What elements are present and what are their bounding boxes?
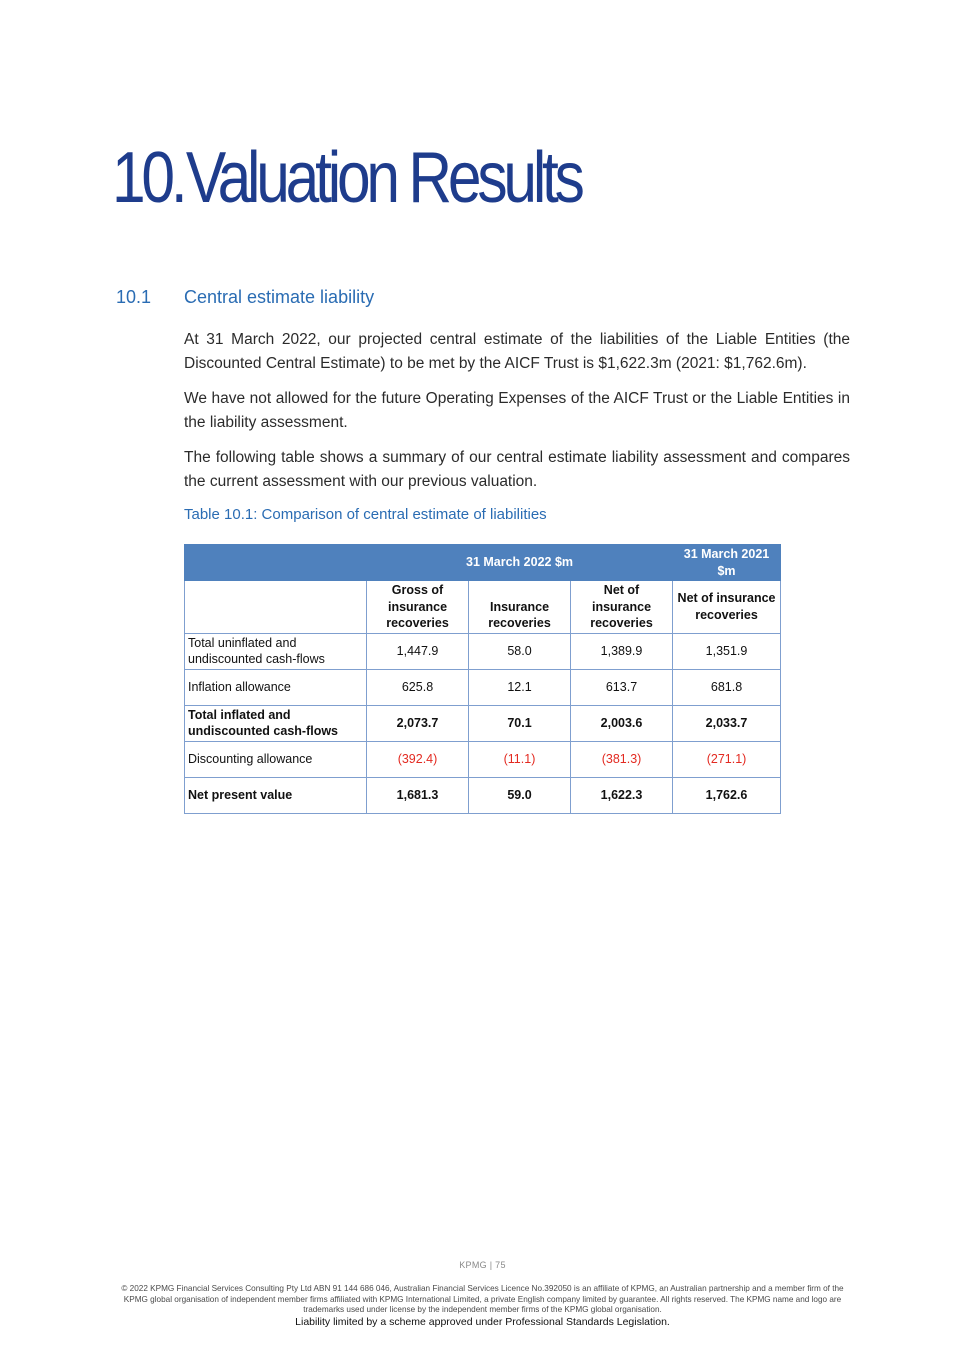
cell-net-previous: 681.8 (673, 669, 781, 705)
section-title: Central estimate liability (184, 287, 375, 307)
cell-insurance: (11.1) (469, 741, 571, 777)
table-row (185, 669, 781, 705)
section-heading (116, 287, 374, 308)
table-row (185, 777, 781, 813)
legal-notice: © 2022 KPMG Financial Services Consulting Pty Ltd ABN 91 144 686 046, Australian Financial Services Licence No.392050 is an affiliate of KPMG, an Australian partnership and a member firm of the KPMG global organisation of independent member firms affiliated with KPMG International Limited, a private English company limited by guarantee. All rights reserved. The KPMG name and logo are trademarks used under license by the independent member firms of the KPMG global organisation. (121, 1284, 844, 1314)
cell-net-current: (381.3) (571, 741, 673, 777)
row-label: Discounting allowance (185, 741, 367, 777)
cell-net-previous: 2,033.7 (673, 705, 781, 741)
section-number: 10.1 (116, 287, 152, 307)
cell-net-previous: 1,351.9 (673, 633, 781, 669)
cell-insurance: 59.0 (469, 777, 571, 813)
table-caption: Table 10.1: Comparison of central estimate of liabilities (184, 506, 547, 523)
cell-net-previous: 1,762.6 (673, 777, 781, 813)
table-row (185, 633, 781, 669)
header-gross: Gross of insurance recoveries (367, 581, 469, 634)
table-row (185, 741, 781, 777)
cell-gross: 1,681.3 (367, 777, 469, 813)
cell-insurance: 12.1 (469, 669, 571, 705)
row-label: Total uninflated and undiscounted cash-flows (185, 633, 367, 669)
row-label: Inflation allowance (185, 669, 367, 705)
cell-net-current: 2,003.6 (571, 705, 673, 741)
header-period-current: 31 March 2022 $m (367, 545, 673, 581)
table-column-header-row (185, 581, 781, 634)
cell-gross: (392.4) (367, 741, 469, 777)
chapter-number: 10. (112, 138, 184, 218)
paragraph-1: At 31 March 2022, our projected central estimate of the liabilities of the Liable Entities (the Discounted Central Estimate) to be met by the AICF Trust is $1,622.3m (2021: $1,762.6m). (184, 331, 850, 372)
cell-insurance: 58.0 (469, 633, 571, 669)
cell-gross: 2,073.7 (367, 705, 469, 741)
cell-net-current: 613.7 (571, 669, 673, 705)
cell-net-current: 1,389.9 (571, 633, 673, 669)
paragraph-3: The following table shows a summary of our central estimate liability assessment and compares the current assessment with our previous valuation. (184, 449, 850, 490)
table-row (185, 705, 781, 741)
page-number: KPMG | 75 (459, 1260, 506, 1270)
cell-gross: 1,447.9 (367, 633, 469, 669)
liabilities-table (184, 544, 781, 814)
header-insurance: Insurance recoveries (469, 581, 571, 634)
cell-gross: 625.8 (367, 669, 469, 705)
table-period-header-row (185, 545, 781, 581)
cell-net-current: 1,622.3 (571, 777, 673, 813)
header-period-previous: 31 March 2021 $m (673, 545, 781, 581)
cell-insurance: 70.1 (469, 705, 571, 741)
row-label: Total inflated and undiscounted cash-flows (185, 705, 367, 741)
header-net-current: Net of insurance recoveries (571, 581, 673, 634)
header-blank (185, 545, 367, 581)
header-net-previous: Net of insurance recoveries (673, 581, 781, 634)
paragraph-2: We have not allowed for the future Operating Expenses of the AICF Trust or the Liable Entities in the liability assessment. (184, 390, 850, 431)
cell-net-previous: (271.1) (673, 741, 781, 777)
header-label-blank (185, 581, 367, 634)
section-body (184, 328, 850, 523)
liability-notice: Liability limited by a scheme approved under Professional Standards Legislation. (295, 1316, 670, 1328)
chapter-title: Valuation Results (185, 138, 581, 218)
chapter-heading (112, 138, 581, 218)
row-label: Net present value (185, 777, 367, 813)
